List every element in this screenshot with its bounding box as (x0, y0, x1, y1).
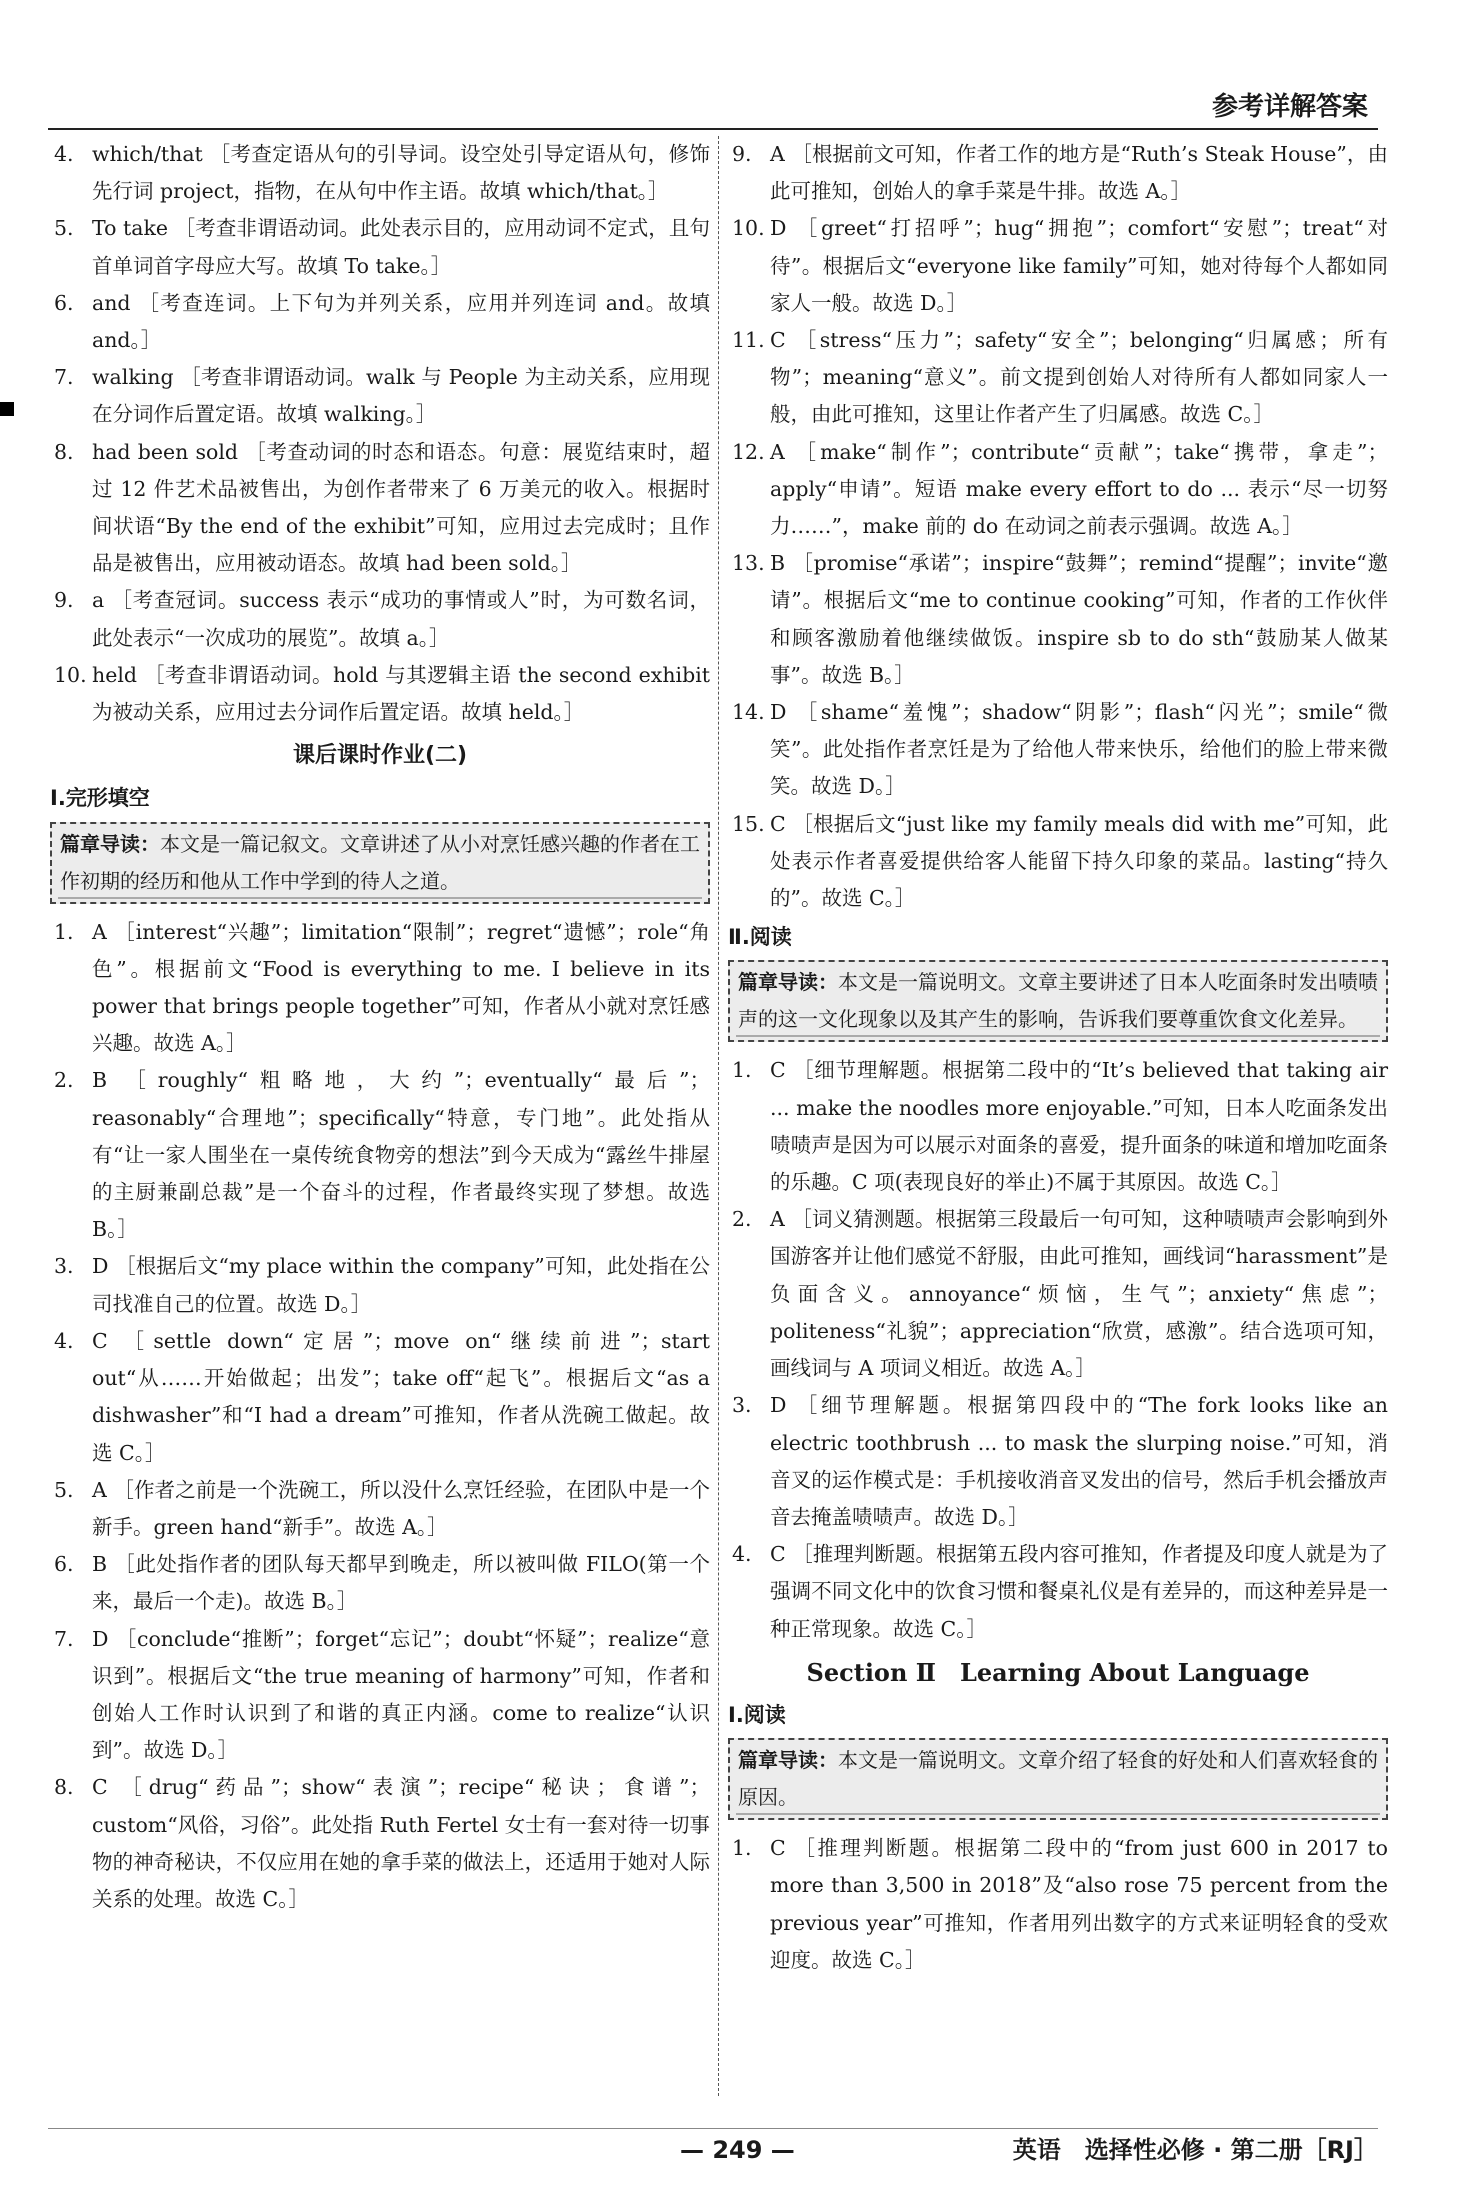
answer-text: A ［make“制作”；contribute“贡献”；take“携带，拿走”；apply“申请”。短语 make every effort to do ... 表示“尽一切努力……”，make 前的 do 在动词之前表示强调。故选 A。］ (770, 439, 1388, 539)
answer-text: B ［promise“承诺”；inspire“鼓舞”；remind“提醒”；invite“邀请”。根据后文“me to continue cooking”可知，作者的工作伙伴和顾客激励着他继续做饭。inspire sb to do sth“鼓励某人做某事”。故选 B。］ (770, 551, 1388, 687)
answer-item (728, 322, 1388, 434)
answer-number: 10. (54, 662, 87, 687)
answer-number: 1. (732, 1058, 752, 1083)
answer-number: 2. (732, 1207, 752, 1232)
answer-text: B ［此处指作者的团队每天都早到晚走，所以被叫做 FILO(第一个来，最后一个走)。故选 B。］ (92, 1552, 710, 1614)
guide-label: 篇章导读： (738, 970, 838, 995)
answer-item (50, 1546, 710, 1620)
answer-number: 9. (732, 142, 752, 166)
answer-text: had been sold ［考查动词的时态和语态。句意：展览结束时，超过 12 件艺术品被售出，为创作者带来了 6 万美元的收入。根据时间状语“By the end of the exhibit”可知，应用过去完成时；且作品是被售出，应用被动语态。故填 had been sold。］ (92, 439, 710, 576)
answer-text: which/that ［考查定语从句的引导词。设空处引导定语从句，修饰先行词 project，指物，在从句中作主语。故填 which/that。］ (92, 142, 710, 204)
answer-text: C ［stress“压力”；safety“安全”；belonging“归属感；所有物”；meaning“意义”。前文提到创始人对待所有人都如同家人一般，由此可推知，这里让作者产生了归属感。故选 C。］ (770, 328, 1388, 427)
answer-list-right-a (728, 136, 1388, 917)
header-rule (48, 128, 1378, 130)
left-column (50, 136, 710, 1918)
answer-number: 13. (732, 551, 765, 576)
guide-text: 本文是一篇说明文。文章主要讲述了日本人吃面条时发出啧啧声的这一文化现象以及其产生的影响，告诉我们要尊重饮食文化差异。 (738, 970, 1378, 1032)
book-title: 英语 选择性必修 · 第二册［RJ］ (1012, 2136, 1378, 2164)
guide-label: 篇章导读： (60, 831, 160, 856)
answer-number: 10. (732, 216, 765, 241)
answer-number: 15. (732, 811, 765, 836)
answer-item (728, 210, 1388, 322)
guide-text: 本文是一篇说明文。文章介绍了轻食的好处和人们喜欢轻食的原因。 (738, 1748, 1378, 1810)
answer-text: D ［conclude“推断”；forget“忘记”；doubt“怀疑”；realize“意识到”。根据后文“the true meaning of harmony”可知，作者和创始人工作时认识到了和谐的真正内涵。come to realize“认识到”。故选 D。］ (92, 1626, 710, 1763)
subhead-cloze: Ⅰ.完形填空 (50, 786, 150, 811)
answer-text: C ［drug“药品”；show“表演”；recipe“秘诀；食谱”；custom“风俗，习俗”。此处指 Ruth Fertel 女士有一套对待一切事物的神奇秘诀，不仅应用在她的拿手菜的做法上，还适用于她对人际关系的处理。故选 C。］ (92, 1775, 710, 1911)
margin-mark (0, 402, 14, 416)
answer-list-left-a (50, 136, 710, 731)
guide-text: 本文是一篇记叙文。文章讲述了从小对烹饪感兴趣的作者在工作初期的经历和他从工作中学到的待人之道。 (60, 831, 700, 893)
answer-item (50, 359, 710, 433)
right-column (728, 136, 1388, 1979)
answer-item (728, 434, 1388, 546)
answer-item (50, 1323, 710, 1472)
answer-item (728, 1536, 1388, 1648)
answer-text: D ［根据后文“my place within the company”可知，此处指在公司找准自己的位置。故选 D。］ (92, 1254, 710, 1316)
answer-number: 3. (54, 1254, 74, 1279)
answer-item (50, 657, 710, 731)
answer-text: A ［作者之前是一个洗碗工，所以没什么烹饪经验，在团队中是一个新手。green hand“新手”。故选 A。］ (92, 1477, 710, 1539)
answer-text: C ［推理判断题。根据第二段中的“from just 600 in 2017 to more than 3,500 in 2018”及“also rose 75 percent from the previous year”可推知，作者用列出数字的方式来证明轻食的受欢迎度。故选 C。］ (770, 1836, 1388, 1972)
passage-guide-reading-2 (728, 1738, 1388, 1820)
answer-text: A ［词义猜测题。根据第三段最后一句可知，这种啧啧声会影响到外国游客并让他们感觉不舒服，由此可推知，画线词“harassment”是负面含义。annoyance“烦恼，生气”；anxiety“焦虑”；politeness“礼貌”；appreciation“欣赏，感激”。结合选项可知，画线词与 A 项词义相近。故选 A。］ (770, 1207, 1388, 1381)
answer-list-left-b (50, 914, 710, 1918)
answer-item (50, 1062, 710, 1248)
answer-item (728, 806, 1388, 918)
answer-number: 3. (732, 1393, 752, 1418)
answer-item (50, 1248, 710, 1322)
answer-number: 7. (54, 365, 74, 390)
answer-text: C ［根据后文“just like my family meals did with me”可知，此处表示作者喜爱提供给客人能留下持久印象的菜品。lasting“持久的”。故选 C。］ (770, 811, 1388, 911)
answer-item (728, 136, 1388, 210)
answer-number: 6. (54, 1552, 74, 1577)
answer-number: 9. (54, 588, 74, 613)
guide-label: 篇章导读： (738, 1748, 838, 1773)
page-header-title: 参考详解答案 (1211, 92, 1368, 122)
answer-text: C ［settle down“定居”；move on“继续前进”；start out“从……开始做起；出发”；take off“起飞”。根据后文“as a dishwasher”和“I had a dream”可推知，作者从洗碗工做起。故选 C。］ (92, 1328, 710, 1465)
answer-text: C ［推理判断题。根据第五段内容可推知，作者提及印度人就是为了强调不同文化中的饮食习惯和餐桌礼仪是有差异的，而这种差异是一种正常现象。故选 C。］ (770, 1542, 1388, 1641)
answer-number: 11. (732, 328, 765, 353)
answer-number: 14. (732, 700, 765, 725)
answer-item (50, 434, 710, 583)
answer-number: 2. (54, 1068, 74, 1093)
answer-number: 6. (54, 290, 74, 315)
answer-text: A ［根据前文可知，作者工作的地方是“Ruth’s Steak House”，由此可推知，创始人的拿手菜是牛排。故选 A。］ (770, 142, 1388, 204)
answer-item (50, 136, 710, 210)
answer-item (50, 582, 710, 656)
answer-text: D ［细节理解题。根据第四段中的“The fork looks like an electric toothbrush ... to mask the slurping noise.”可知，消音叉的运作模式是：手机接收消音叉发出的信号，然后手机会播放声音去掩盖啧啧声。故选 D。］ (770, 1393, 1388, 1529)
answer-text: held ［考查非谓语动词。hold 与其逻辑主语 the second exhibit 为被动关系，应用过去分词作后置定语。故填 held。］ (92, 662, 710, 725)
answer-text: C ［细节理解题。根据第二段中的“It’s believed that taking air ... make the noodles more enjoyable.”可知，日本人吃面条发出啧啧声是因为可以展示对面条的喜爱，提升面条的味道和增加吃面条的乐趣。C 项(表现良好的举止)不属于其原因。故选 C。］ (770, 1058, 1388, 1195)
section-title-homework: 课后课时作业(二) (292, 743, 468, 769)
answer-text: To take ［考查非谓语动词。此处表示目的，应用动词不定式，且句首单词首字母应大写。故填 To take。］ (92, 216, 710, 278)
answer-number: 7. (54, 1626, 74, 1651)
answer-text: B ［roughly“粗略地，大约”；eventually“最后”；reasonably“合理地”；specifically“特意，专门地”。此处指从有“让一家人围坐在一桌传统食物旁的想法”到今天成为“露丝牛排屋的主厨兼副总裁”是一个奋斗的过程，作者最终实现了梦想。故选 B。］ (92, 1068, 710, 1242)
section-title-language: Section Ⅱ Learning About Language (806, 1657, 1310, 1687)
answer-item (50, 1621, 710, 1770)
answer-item (728, 545, 1388, 694)
answer-number: 8. (54, 439, 74, 464)
answer-item (50, 914, 710, 1063)
answer-item (50, 210, 710, 284)
answer-text: and ［考查连词。上下句为并列关系，应用并列连词 and。故填 and。］ (92, 290, 710, 353)
subhead-reading: Ⅱ.阅读 (728, 925, 792, 950)
answer-text: D ［shame“羞愧”；shadow“阴影”；flash“闪光”；smile“微笑”。此处指作者烹饪是为了给他人带来快乐，给他们的脸上带来微笑。故选 D。］ (770, 700, 1388, 799)
answer-item (728, 1052, 1388, 1201)
answer-text: D ［greet“打招呼”；hug“拥抱”；comfort“安慰”；treat“对待”。根据后文“everyone like family”可知，她对待每个人都如同家人一般。故选 D。］ (770, 216, 1388, 315)
answer-item (50, 285, 710, 359)
answer-text: walking ［考查非谓语动词。walk 与 People 为主动关系，应用现在分词作后置定语。故填 walking。］ (92, 365, 710, 427)
answer-item (50, 1769, 710, 1918)
answer-number: 5. (54, 1477, 74, 1502)
subhead-reading-2: Ⅰ.阅读 (728, 1702, 786, 1727)
answer-number: 4. (54, 1328, 74, 1353)
answer-number: 4. (732, 1542, 752, 1567)
answer-number: 8. (54, 1775, 74, 1800)
answer-item (728, 694, 1388, 806)
passage-guide-reading (728, 960, 1388, 1042)
answer-list-right-c (728, 1830, 1388, 1979)
answer-text: A ［interest“兴趣”；limitation“限制”；regret“遗憾”；role“角色”。根据前文“Food is everything to me. I believe in its power that brings people together”可知，作者从小就对烹饪感兴趣。故选 A。］ (92, 919, 710, 1056)
answer-number: 1. (54, 919, 74, 944)
answer-item (728, 1201, 1388, 1387)
answer-item (728, 1387, 1388, 1536)
page-number: — 249 — (680, 2136, 795, 2164)
column-divider (718, 136, 719, 2096)
passage-guide-cloze (50, 822, 710, 904)
answer-number: 5. (54, 216, 74, 241)
footer-rule (48, 2128, 1378, 2129)
answer-item (728, 1830, 1388, 1979)
answer-list-right-b (728, 1052, 1388, 1647)
answer-number: 12. (732, 439, 765, 464)
answer-number: 4. (54, 142, 74, 166)
answer-text: a ［考查冠词。success 表示“成功的事情或人”时，为可数名词，此处表示“一次成功的展览”。故填 a。］ (92, 588, 710, 650)
answer-item (50, 1472, 710, 1546)
answer-number: 1. (732, 1836, 752, 1861)
